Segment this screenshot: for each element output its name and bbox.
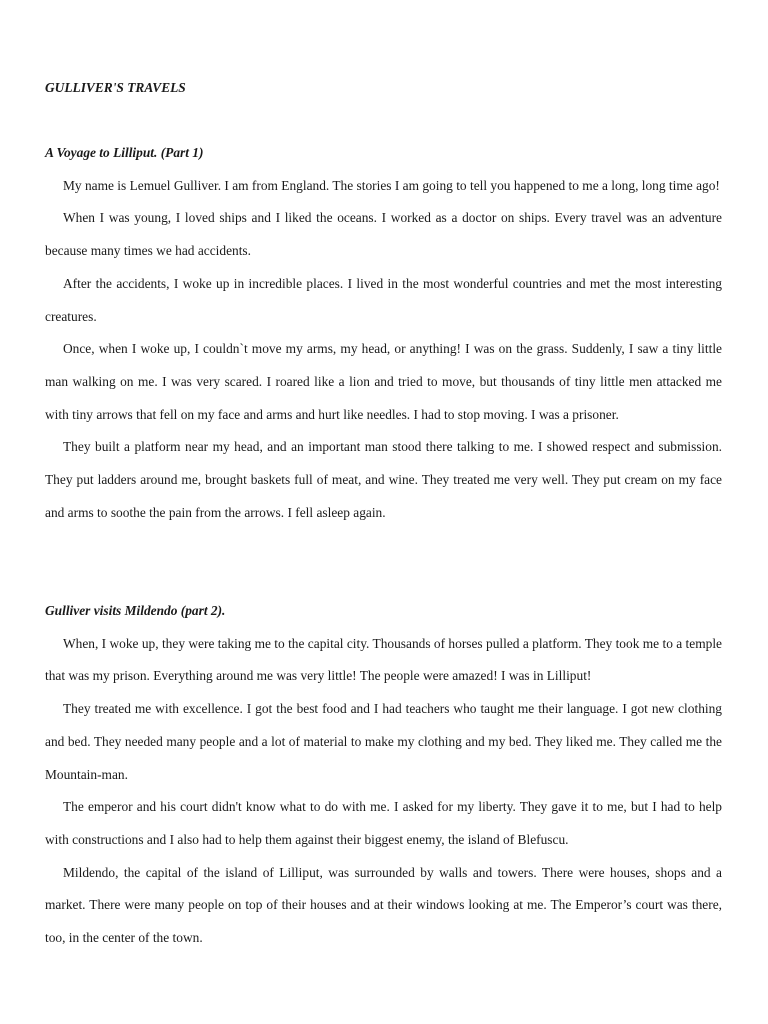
- paragraph: Mildendo, the capital of the island of Lilliput, was surrounded by walls and towers. There were houses, shops and a market. There were many people on top of their houses and at their windows looking at me. The Emperor’s court was there, too, in the center of the town.: [45, 864, 722, 946]
- section-gulliver-visits-mildendo: [45, 595, 722, 955]
- paragraph: They treated me with excellence. I got the best food and I had teachers who taught me their language. I got new clothing and bed. They needed many people and a lot of material to make my clothing and my bed. They liked me. They called me the Mountain-man.: [45, 701, 722, 782]
- paragraph: When, I woke up, they were taking me to the capital city. Thousands of horses pulled a platform. They took me to a temple that was my prison. Everything around me was very little! The people were amazed! I was in Lilliput!: [45, 635, 722, 684]
- paragraph: They built a platform near my head, and an important man stood there talking to me. I showed respect and submission. They put ladders around me, brought baskets full of meat, and wine. They treated me very well. They put cream on my face and arms to soothe the pain from the arrows. I fell asleep again.: [45, 439, 722, 520]
- paragraph: My name is Lemuel Gulliver. I am from England. The stories I am going to tell you happened to me a long, long time ago!: [63, 177, 720, 193]
- paragraph: Once, when I woke up, I couldn`t move my arms, my head, or anything! I was on the grass. Suddenly, I saw a tiny little man walking on me. I was very scared. I roared like a lion and tried to move, but thousands of tiny little men attacked me with tiny arrows that fell on my face and arms and hurt like needles. I had to stop moving. I was a prisoner.: [45, 341, 722, 422]
- paragraph: The emperor and his court didn't know what to do with me. I asked for my liberty. They gave it to me, but I had to help with constructions and I also had to help them against their biggest enemy, the island of Blefuscu.: [45, 799, 722, 847]
- section-heading: Gulliver visits Mildendo (part 2).: [45, 603, 226, 618]
- document-title: GULLIVER'S TRAVELS: [45, 80, 186, 95]
- section-heading: A Voyage to Lilliput. (Part 1): [45, 145, 204, 160]
- section-voyage-to-lilliput: [45, 137, 722, 529]
- paragraph: After the accidents, I woke up in incredible places. I lived in the most wonderful countries and met the most interesting creatures.: [45, 275, 722, 324]
- paragraph: When I was young, I loved ships and I liked the oceans. I worked as a doctor on ships. Every travel was an adventure because many times we had accidents.: [45, 210, 722, 259]
